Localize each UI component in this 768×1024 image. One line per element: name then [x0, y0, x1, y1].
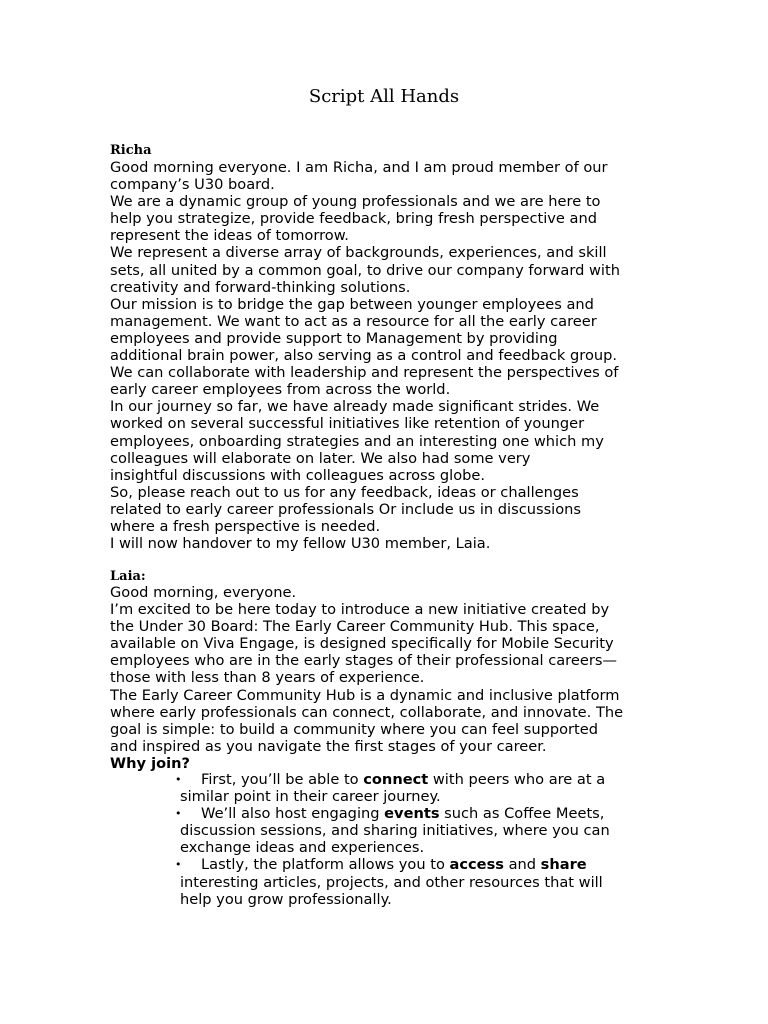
bullet-text: and — [503, 856, 541, 874]
text-line: Good morning everyone. I am Richa, and I am proud member of our — [110, 159, 608, 176]
bullet-emphasis: share — [540, 856, 587, 874]
bullet-text: We’ll also host engaging — [201, 805, 385, 823]
laia-paragraphs — [110, 584, 670, 772]
text-line: where a fresh perspective is needed. — [110, 517, 381, 535]
text-line: colleagues will elaborate on later. We also had some very — [110, 449, 531, 467]
text-line: employees who are in the early stages of their professional careers— — [110, 652, 618, 670]
text-line: management. We want to act as a resource for all the early career — [110, 312, 597, 330]
bullet-icon: • — [175, 858, 182, 872]
text-line: I will now handover to my fellow U30 member, Laia. — [110, 535, 491, 553]
bullet-emphasis: events — [384, 805, 440, 823]
text-line: represent the ideas of tomorrow. — [110, 227, 349, 245]
list-item — [175, 771, 680, 806]
bullet-text: Lastly, the platform allows you to — [201, 856, 450, 874]
bullet-icon: • — [175, 807, 182, 821]
bullet-text: First, you’ll be able to — [201, 771, 364, 788]
bullet-continuation-line: exchange ideas and experiences. — [180, 839, 425, 857]
bullet-icon: • — [175, 773, 182, 786]
why-join-bullet-list — [175, 771, 680, 908]
bullet-first-line — [175, 856, 680, 874]
speaker-name-laia: Laia: — [110, 569, 146, 584]
richa-paragraphs — [110, 159, 670, 552]
text-line: goal is simple: to build a community where you can feel supported — [110, 720, 599, 738]
text-line: early career employees from across the world. — [110, 381, 451, 399]
bullet-continuation-line: discussion sessions, and sharing initiatives, where you can — [180, 822, 610, 840]
speaker-name-richa: Richa — [110, 143, 152, 158]
text-line: company’s U30 board. — [110, 176, 275, 194]
document-title: Script All Hands — [308, 86, 460, 107]
why-join-heading: Why join? — [110, 754, 190, 772]
text-line: and inspired as you navigate the first stages of your career. — [110, 737, 547, 755]
text-line: related to early career professionals Or include us in discussions — [110, 500, 582, 518]
bullet-first-line — [175, 771, 680, 788]
text-line: the Under 30 Board: The Early Career Community Hub. This space, — [110, 618, 600, 636]
text-line: employees, onboarding strategies and an interesting one which my — [110, 432, 604, 450]
text-line: Good morning, everyone. — [110, 584, 297, 601]
list-item — [175, 805, 680, 857]
bullet-text: with peers who are at a — [428, 771, 606, 788]
text-line: sets, all united by a common goal, to drive our company forward with — [110, 261, 620, 279]
text-line: those with less than 8 years of experience. — [110, 669, 425, 687]
text-line: available on Viva Engage, is designed specifically for Mobile Security — [110, 635, 614, 653]
text-line: So, please reach out to us for any feedback, ideas or challenges — [110, 483, 579, 501]
text-line: Our mission is to bridge the gap between younger employees and — [110, 295, 594, 313]
text-line: In our journey so far, we have already made significant strides. We — [110, 398, 600, 416]
text-line: insightful discussions with colleagues across globe. — [110, 466, 486, 484]
text-line: help you strategize, provide feedback, bring fresh perspective and — [110, 210, 597, 228]
text-line: The Early Career Community Hub is a dynamic and inclusive platform — [110, 686, 620, 704]
bullet-emphasis: access — [449, 856, 504, 874]
bullet-continuation-line: help you grow professionally. — [180, 890, 392, 908]
text-line: We represent a diverse array of backgrounds, experiences, and skill — [110, 244, 607, 262]
text-line: employees and provide support to Management by providing — [110, 329, 558, 347]
bullet-emphasis: connect — [363, 771, 429, 788]
bullet-first-line — [175, 805, 680, 823]
bullet-continuation-line: similar point in their career journey. — [180, 788, 441, 806]
text-line: We are a dynamic group of young professionals and we are here to — [110, 193, 601, 211]
bullet-text: such as Coffee Meets, — [439, 805, 605, 823]
text-line: We can collaborate with leadership and represent the perspectives of — [110, 364, 619, 382]
list-item — [175, 856, 680, 908]
text-line: where early professionals can connect, collaborate, and innovate. The — [110, 703, 624, 721]
bullet-continuation-line: interesting articles, projects, and other resources that will — [180, 873, 603, 891]
text-line: worked on several successful initiatives like retention of younger — [110, 415, 585, 433]
text-line: creativity and forward-thinking solutions. — [110, 278, 411, 296]
text-line: additional brain power, also serving as a control and feedback group. — [110, 347, 618, 365]
text-line: I’m excited to be here today to introduce a new initiative created by — [110, 601, 610, 619]
